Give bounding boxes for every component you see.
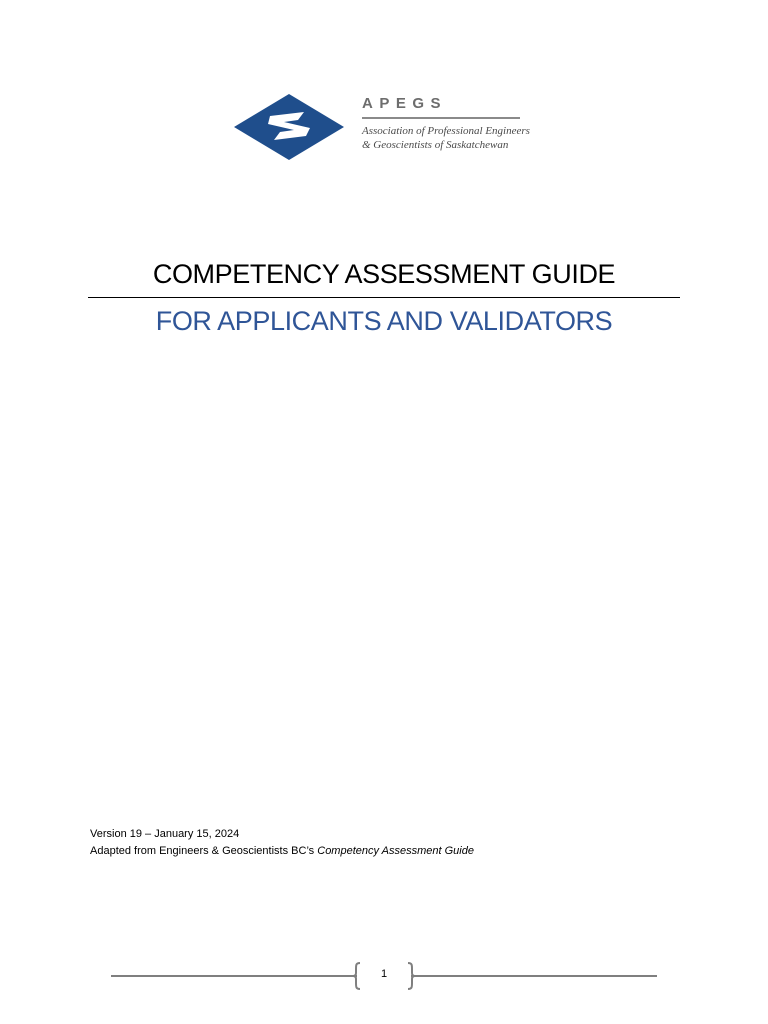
left-brace-icon — [352, 962, 362, 990]
page-number: 1 — [380, 968, 388, 980]
apegs-logo — [234, 94, 534, 164]
apegs-diamond-logo-icon — [234, 94, 344, 160]
footer-line-left — [111, 975, 357, 977]
document-title: COMPETENCY ASSESSMENT GUIDE — [152, 259, 616, 289]
version-line: Version 19 – January 15, 2024 — [90, 828, 240, 840]
footer-line-right — [411, 975, 657, 977]
logo-text — [362, 94, 532, 152]
title-divider — [88, 297, 680, 298]
adapted-source-title: Competency Assessment Guide — [317, 845, 474, 857]
adapted-prefix: Adapted from Engineers & Geoscientists BC’s — [90, 845, 318, 857]
document-subtitle: FOR APPLICANTS AND VALIDATORS — [155, 306, 613, 336]
logo-line-2: & Geoscientists of Saskatchewan — [362, 139, 509, 151]
adapted-line — [90, 843, 650, 860]
version-info — [90, 826, 650, 860]
logo-acronym: APEGS — [362, 94, 520, 119]
logo-line-1: Association of Professional Engineers — [362, 125, 530, 137]
